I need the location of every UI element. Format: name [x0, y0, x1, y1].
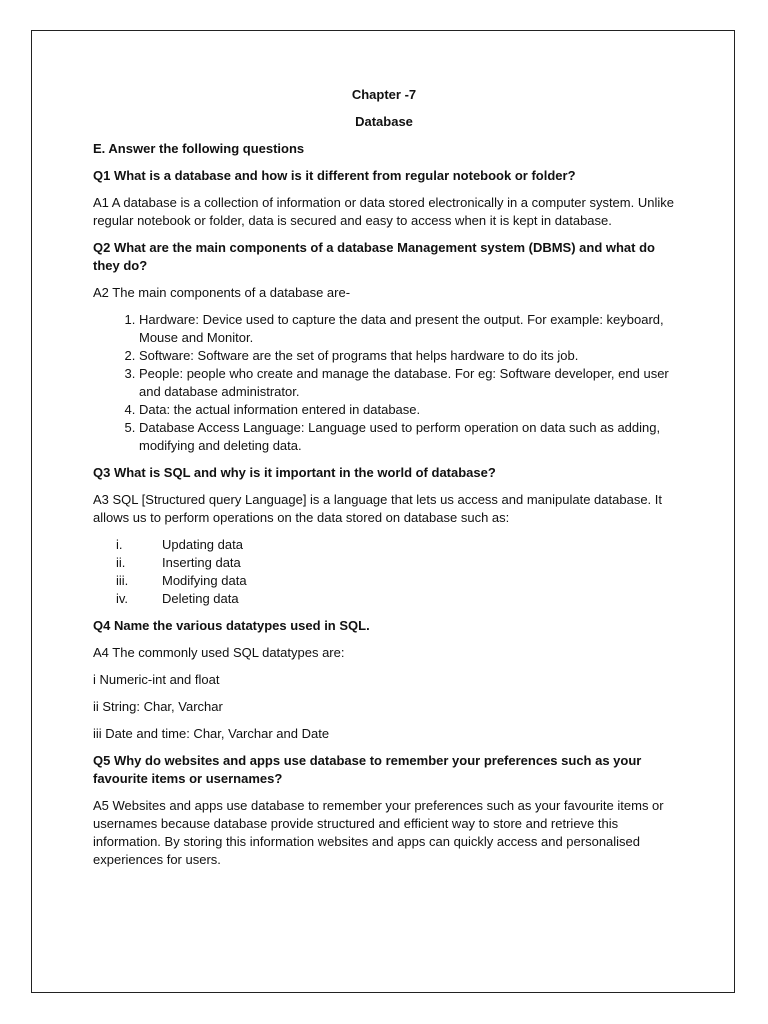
operations-list: [93, 536, 675, 608]
list-item: [93, 554, 675, 572]
answer-1: A1 A database is a collection of information or data stored electronically in a computer system. Unlike regular notebook or folder, data is secured and easy to access when it is kept in database.: [93, 195, 674, 228]
list-item: 2. Software: Software are the set of programs that helps hardware to do its job.: [139, 347, 675, 365]
list-text: Deleting data: [162, 591, 239, 606]
list-numeral: iii.: [116, 573, 129, 588]
list-numeral: i.: [116, 537, 123, 552]
answer-5: A5 Websites and apps use database to remember your preferences such as your favourite items or usernames because database provide structured and efficient way to store and retrieve this information. By storing this information websites and apps can quickly access and personalised experiences for users.: [93, 798, 664, 867]
question-3: Q3 What is SQL and why is it important in the world of database?: [93, 465, 496, 480]
list-item: 4. Data: the actual information entered in database.: [139, 401, 675, 419]
answer-2-intro: A2 The main components of a database are-: [93, 285, 351, 300]
question-2: Q2 What are the main components of a database Management system (DBMS) and what do they do?: [93, 240, 655, 273]
list-item: [93, 536, 675, 554]
question-4: Q4 Name the various datatypes used in SQL.: [93, 618, 370, 633]
answer-3-intro: A3 SQL [Structured query Language] is a language that lets us access and manipulate database. It allows us to perform operations on the data stored on database such as:: [93, 492, 662, 525]
components-list: [93, 311, 675, 455]
answer-4-intro: A4 The commonly used SQL datatypes are:: [93, 645, 345, 660]
datatype-line: i Numeric-int and float: [93, 672, 220, 687]
list-text: Inserting data: [162, 555, 241, 570]
list-item: 1. Hardware: Device used to capture the data and present the output. For example: keyboard, Mouse and Monitor.: [139, 311, 675, 347]
datatype-line: iii Date and time: Char, Varchar and Date: [93, 726, 330, 741]
list-numeral: ii.: [116, 555, 126, 570]
datatype-line: ii String: Char, Varchar: [93, 699, 223, 714]
list-text: Modifying data: [162, 573, 247, 588]
document-body: [93, 86, 675, 878]
list-item: [93, 572, 675, 590]
list-item: [93, 590, 675, 608]
list-text: Updating data: [162, 537, 243, 552]
question-5: Q5 Why do websites and apps use database to remember your preferences such as your favourite items or usernames?: [93, 753, 642, 786]
document-title: Database: [355, 114, 413, 129]
list-item: 5. Database Access Language: Language used to perform operation on data such as adding, modifying and deleting data.: [139, 419, 675, 455]
section-heading: E. Answer the following questions: [93, 141, 305, 156]
list-item: 3. People: people who create and manage the database. For eg: Software developer, end user and database administrator.: [139, 365, 675, 401]
list-numeral: iv.: [116, 591, 129, 606]
question-1: Q1 What is a database and how is it different from regular notebook or folder?: [93, 168, 576, 183]
chapter-heading: Chapter -7: [351, 87, 417, 102]
